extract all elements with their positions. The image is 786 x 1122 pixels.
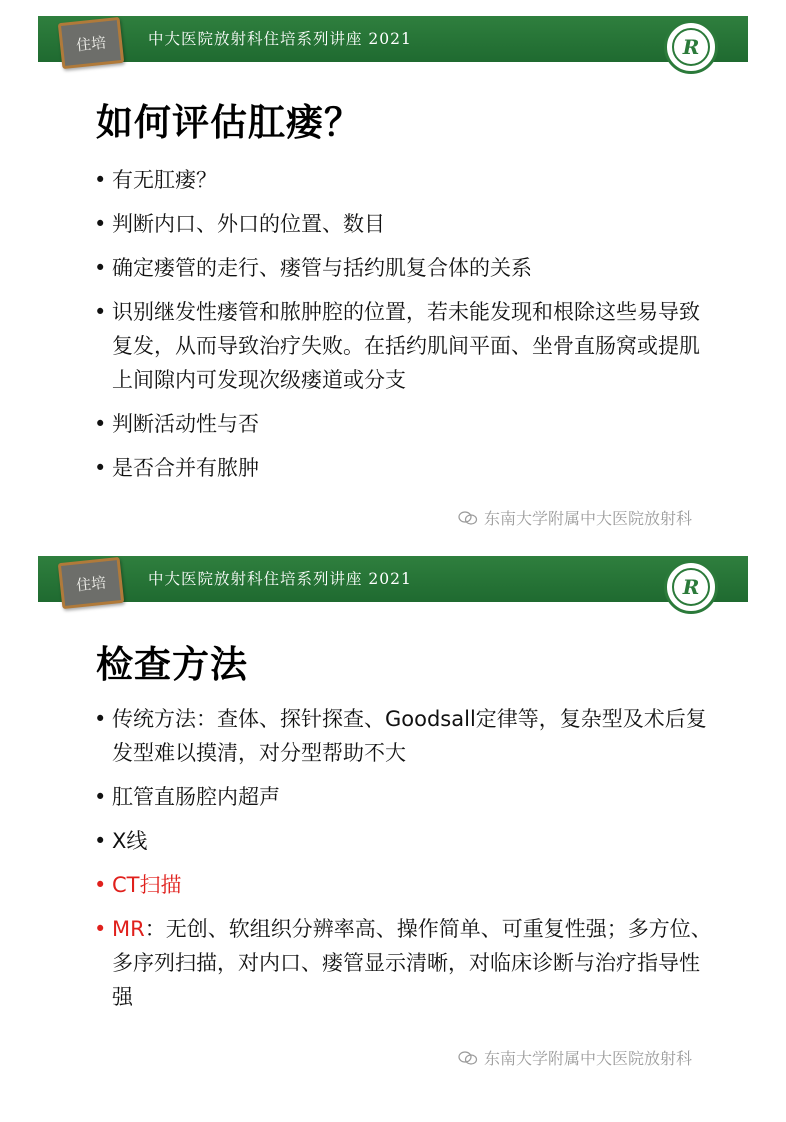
hospital-logo-icon xyxy=(664,560,718,614)
header-title: 中大医院放射科住培系列讲座 2021 xyxy=(148,30,412,48)
header-band xyxy=(38,556,748,602)
watermark-text: 东南大学附属中大医院放射科 xyxy=(484,509,693,528)
bullet-item-highlighted: • CT扫描 xyxy=(94,873,182,897)
watermark-text: 东南大学附属中大医院放射科 xyxy=(484,1049,693,1068)
bullet-item: • 确定瘘管的走行、瘘管与括约肌复合体的关系 xyxy=(94,256,532,280)
bullet-item: • 识别继发性瘘管和脓肿腔的位置，若未能发现和根除这些易导致复发，从而导致治疗失败。在括约肌间平面、坐骨直肠窝或提肌上间隙内可发现次级瘘道或分支 xyxy=(94,300,700,392)
slide-title: 如何评估肛瘘？ xyxy=(96,101,362,144)
bullet-list xyxy=(94,163,714,495)
logo-letter: R xyxy=(682,35,700,59)
chalkboard-badge xyxy=(58,17,124,69)
slide-1 xyxy=(38,16,748,541)
slide-2 xyxy=(38,556,748,1086)
highlight-label: MR xyxy=(112,917,145,941)
bullet-list xyxy=(94,702,714,1024)
wechat-icon xyxy=(458,511,478,525)
hospital-logo-icon xyxy=(664,20,718,74)
header-title: 中大医院放射科住培系列讲座 2021 xyxy=(148,570,412,588)
chalkboard-badge xyxy=(58,557,124,609)
bullet-item: • 传统方法：查体、探针探查、Goodsall定律等，复杂型及术后复发型难以摸清，对分型帮助不大 xyxy=(94,707,707,765)
logo-letter: R xyxy=(682,575,700,599)
wechat-icon xyxy=(458,1051,478,1065)
watermark xyxy=(458,506,692,529)
header-band xyxy=(38,16,748,62)
bullet-item: • 有无肛瘘？ xyxy=(94,168,217,192)
bullet-item: • 肛管直肠腔内超声 xyxy=(94,785,280,809)
watermark xyxy=(458,1046,692,1069)
chalkboard-label: 住培 xyxy=(75,572,107,595)
slide-title: 检查方法 xyxy=(96,643,248,686)
chalkboard-label: 住培 xyxy=(75,32,107,55)
bullet-item: • X线 xyxy=(94,829,148,853)
bullet-item: • 判断活动性与否 xyxy=(94,412,259,436)
bullet-item: • 判断内口、外口的位置、数目 xyxy=(94,212,385,236)
bullet-item-highlighted: • MR：无创、软组织分辨率高、操作简单、可重复性强；多方位、多序列扫描，对内口、瘘管显示清晰，对临床诊断与治疗指导性强 xyxy=(94,917,712,1009)
bullet-item: • 是否合并有脓肿 xyxy=(94,456,259,480)
